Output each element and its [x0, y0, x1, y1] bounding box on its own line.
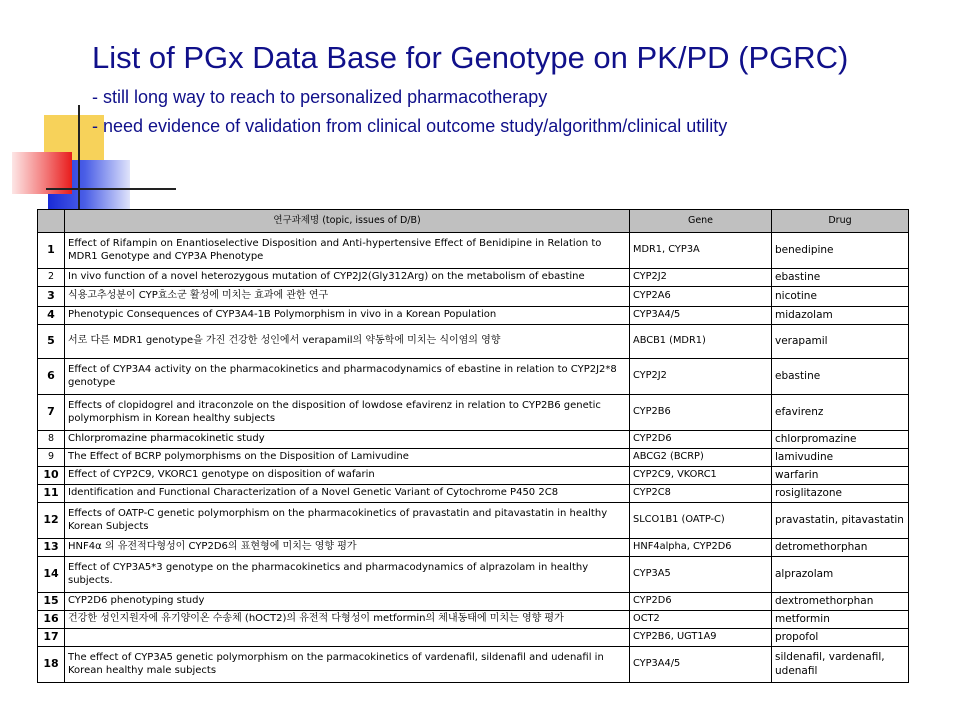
table-row	[38, 557, 909, 593]
drug-cell: chlorpromazine	[772, 431, 909, 449]
subtitle-line-2: - need evidence of validation from clinical outcome study/algorithm/clinical utility	[92, 116, 728, 136]
row-number-cell: 14	[38, 557, 65, 593]
row-number-cell: 11	[38, 485, 65, 503]
row-number-cell: 5	[38, 325, 65, 359]
gene-cell: CYP3A4/5	[630, 307, 772, 325]
slide-title: List of PGx Data Base for Genotype on PK/PD (PGRC)	[92, 40, 849, 75]
topic-cell: Phenotypic Consequences of CYP3A4-1B Polymorphism in vivo in a Korean Population	[65, 307, 630, 325]
gene-cell: ABCG2 (BCRP)	[630, 449, 772, 467]
row-number-cell: 3	[38, 287, 65, 307]
row-number-cell: 16	[38, 611, 65, 629]
topic-cell: Effect of CYP3A4 activity on the pharmacokinetics and pharmacodynamics of ebastine in relation to CYP2J2*8 genotype	[65, 359, 630, 395]
header-no	[38, 210, 65, 233]
drug-cell: benedipine	[772, 233, 909, 269]
topic-cell: Effects of OATP-C genetic polymorphism on the pharmacokinetics of pravastatin and pitavastatin in healthy Korean Subjects	[65, 503, 630, 539]
gene-cell: ABCB1 (MDR1)	[630, 325, 772, 359]
row-number-cell: 8	[38, 431, 65, 449]
drug-cell: metformin	[772, 611, 909, 629]
table-row	[38, 307, 909, 325]
drug-cell: sildenafil, vardenafil, udenafil	[772, 647, 909, 683]
gene-cell: MDR1, CYP3A	[630, 233, 772, 269]
topic-cell: 서로 다른 MDR1 genotype을 가진 건강한 성인에서 verapamil의 약동학에 미치는 식이염의 영향	[65, 325, 630, 359]
drug-cell: dextromethorphan	[772, 593, 909, 611]
drug-cell: rosiglitazone	[772, 485, 909, 503]
drug-cell: nicotine	[772, 287, 909, 307]
gene-cell: HNF4alpha, CYP2D6	[630, 539, 772, 557]
topic-cell: CYP2D6 phenotyping study	[65, 593, 630, 611]
decor-vertical-line	[78, 105, 80, 215]
table-row	[38, 467, 909, 485]
gene-cell: OCT2	[630, 611, 772, 629]
header-gene: Gene	[630, 210, 772, 233]
table-row	[38, 647, 909, 683]
table-row	[38, 503, 909, 539]
gene-cell: CYP3A4/5	[630, 647, 772, 683]
gene-cell: CYP2B6, UGT1A9	[630, 629, 772, 647]
topic-cell: The Effect of BCRP polymorphisms on the Disposition of Lamivudine	[65, 449, 630, 467]
drug-cell: midazolam	[772, 307, 909, 325]
topic-cell: Effects of clopidogrel and itraconzole on the disposition of lowdose efavirenz in relation to CYP2B6 genetic polymorphism in Korean healthy subjects	[65, 395, 630, 431]
gene-cell: CYP2C8	[630, 485, 772, 503]
topic-cell: Effect of CYP3A5*3 genotype on the pharmacokinetics and pharmacodynamics of alprazolam in healthy subjects.	[65, 557, 630, 593]
drug-cell: pravastatin, pitavastatin	[772, 503, 909, 539]
table-row	[38, 325, 909, 359]
row-number-cell: 4	[38, 307, 65, 325]
gene-cell: CYP2J2	[630, 359, 772, 395]
header-topic: 연구과제명 (topic, issues of D/B)	[65, 210, 630, 233]
table-body	[38, 233, 909, 683]
table-row	[38, 449, 909, 467]
drug-cell: efavirenz	[772, 395, 909, 431]
drug-cell: alprazolam	[772, 557, 909, 593]
row-number-cell: 2	[38, 269, 65, 287]
table-header-row	[38, 210, 909, 233]
subtitle-line-1: - still long way to reach to personalized pharmacotherapy	[92, 87, 548, 107]
drug-cell: verapamil	[772, 325, 909, 359]
table-row	[38, 611, 909, 629]
gene-cell: CYP2J2	[630, 269, 772, 287]
topic-cell	[65, 629, 630, 647]
row-number-cell: 18	[38, 647, 65, 683]
drug-cell: detromethorphan	[772, 539, 909, 557]
table-row	[38, 395, 909, 431]
row-number-cell: 1	[38, 233, 65, 269]
gene-cell: CYP2D6	[630, 431, 772, 449]
drug-cell: ebastine	[772, 269, 909, 287]
row-number-cell: 15	[38, 593, 65, 611]
topic-cell: Effect of CYP2C9, VKORC1 genotype on disposition of wafarin	[65, 467, 630, 485]
topic-cell: 건강한 성인지원자에 유기양이온 수송체 (hOCT2)의 유전적 다형성이 metformin의 체내동태에 미치는 영향 평가	[65, 611, 630, 629]
gene-cell: CYP2B6	[630, 395, 772, 431]
topic-cell: HNF4α 의 유전적다형성이 CYP2D6의 표현형에 미치는 영향 평가	[65, 539, 630, 557]
drug-cell: propofol	[772, 629, 909, 647]
pgx-database-table	[37, 209, 909, 683]
drug-cell: lamivudine	[772, 449, 909, 467]
table-row	[38, 359, 909, 395]
gene-cell: SLCO1B1 (OATP-C)	[630, 503, 772, 539]
gene-cell: CYP2D6	[630, 593, 772, 611]
row-number-cell: 10	[38, 467, 65, 485]
topic-cell: Effect of Rifampin on Enantioselective Disposition and Anti-hypertensive Effect of Benidipine in Relation to MDR1 Genotype and CYP3A Phenotype	[65, 233, 630, 269]
row-number-cell: 9	[38, 449, 65, 467]
row-number-cell: 6	[38, 359, 65, 395]
table-row	[38, 593, 909, 611]
row-number-cell: 12	[38, 503, 65, 539]
topic-cell: 식용고추성분이 CYP효소군 활성에 미치는 효과에 관한 연구	[65, 287, 630, 307]
row-number-cell: 17	[38, 629, 65, 647]
table-row	[38, 485, 909, 503]
topic-cell: Identification and Functional Characterization of a Novel Genetic Variant of Cytochrome P450 2C8	[65, 485, 630, 503]
table-row	[38, 233, 909, 269]
gene-cell: CYP2A6	[630, 287, 772, 307]
drug-cell: warfarin	[772, 467, 909, 485]
row-number-cell: 13	[38, 539, 65, 557]
table-row	[38, 287, 909, 307]
row-number-cell: 7	[38, 395, 65, 431]
topic-cell: Chlorpromazine pharmacokinetic study	[65, 431, 630, 449]
table-row	[38, 539, 909, 557]
topic-cell: The effect of CYP3A5 genetic polymorphism on the parmacokinetics of vardenafil, sildenafil and udenafil in Korean healthy male subjects	[65, 647, 630, 683]
header-drug: Drug	[772, 210, 909, 233]
table-row	[38, 269, 909, 287]
drug-cell: ebastine	[772, 359, 909, 395]
topic-cell: In vivo function of a novel heterozygous mutation of CYP2J2(Gly312Arg) on the metabolism of ebastine	[65, 269, 630, 287]
gene-cell: CYP2C9, VKORC1	[630, 467, 772, 485]
gene-cell: CYP3A5	[630, 557, 772, 593]
table-row	[38, 629, 909, 647]
table-row	[38, 431, 909, 449]
decor-horizontal-line	[46, 188, 176, 190]
